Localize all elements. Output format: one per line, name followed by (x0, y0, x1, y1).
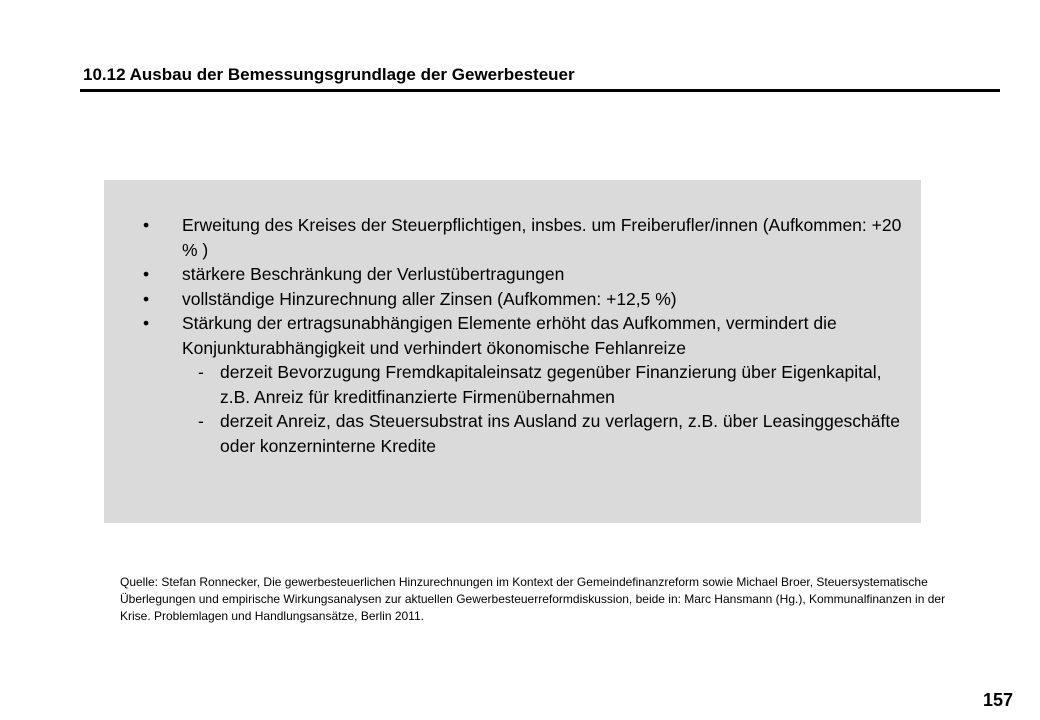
bullet-item (143, 287, 913, 312)
title-underline (80, 89, 1000, 92)
slide-title: 10.12 Ausbau der Bemessungsgrundlage der Gewerbesteuer (83, 65, 575, 84)
dash-icon: - (198, 411, 204, 431)
bullet-text: Stärkung der ertragsunabhängigen Elemente erhöht das Aufkommen, vermindert die Konjunkturabhängigkeit und verhindert ökonomische Fehlanreize (182, 313, 837, 358)
bullet-item (143, 213, 913, 262)
page-number: 157 (983, 690, 1014, 710)
bullet-icon: • (143, 264, 150, 284)
bullet-item (143, 262, 913, 287)
sub-bullet-text: derzeit Anreiz, das Steuersubstrat ins Ausland zu verlagern, z.B. über Leasinggeschäfte oder konzerninterne Kredite (220, 411, 900, 456)
bullet-text: stärkere Beschränkung der Verlustübertragungen (182, 264, 565, 284)
bullet-list (143, 213, 913, 458)
source-citation: Quelle: Stefan Ronnecker, Die gewerbesteuerlichen Hinzurechnungen im Kontext der Gemeindefinanzreform sowie Michael Broer, Steuersystematische Überlegungen und empirische Wirkungsanalysen zur aktuellen Gewerbesteuerreformdiskussion, beide in: Marc Hansmann (Hg.), Kommunalfinanzen in der Krise. Problemlagen und Handlungsansätze, Berlin 2011. (120, 575, 946, 623)
bullet-icon: • (143, 288, 150, 309)
sub-bullet-text: derzeit Bevorzugung Fremdkapitaleinsatz gegenüber Finanzierung über Eigenkapital, z.B. Anreiz für kreditfinanzierte Firmenübernahmen (220, 362, 882, 407)
bullet-icon: • (143, 215, 150, 235)
dash-icon: - (198, 362, 204, 382)
bullet-text: vollständige Hinzurechnung aller Zinsen (Aufkommen: +12,5 %) (182, 288, 677, 309)
sub-bullet-item (143, 360, 913, 409)
bullet-text: Erweitung des Kreises der Steuerpflichtigen, insbes. um Freiberufler/innen (Aufkommen: +20 % ) (182, 215, 902, 260)
sub-bullet-item (143, 409, 913, 458)
bullet-item (143, 311, 913, 360)
bullet-icon: • (143, 313, 150, 333)
